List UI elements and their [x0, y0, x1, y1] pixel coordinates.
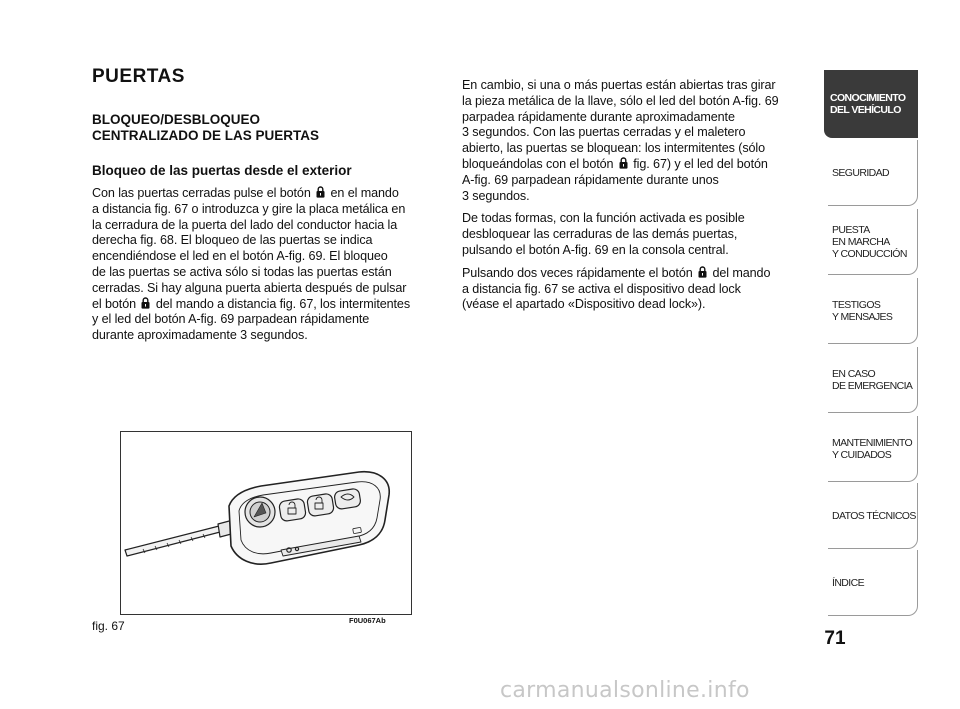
right-paragraph-2: De todas formas, con la función activada es posible desbloquear las cerraduras de las demás puertas, pulsando el botón A-fig. 69 en la consola central. [462, 211, 745, 257]
left-paragraph: Con las puertas cerradas pulse el botón en el mando a distancia fig. 67 o introduzca y gire la placa metálica en la cerradura de la puerta del lado del conductor hacia la derecha fig. 68. El bloqueo de las puertas se indica encendiéndose el led en el botón A-fig. 69. El bloqueo de las puertas se activa sólo si todas las puertas están cerradas. Si hay alguna puerta abierta después de pulsar el botón del mando a distancia fig. 67, los intermitentes y el led del botón A-fig. 69 parpadean rápidamente durante aproximadamente 3 segundos. [92, 186, 411, 343]
figure-code: F0U067Ab [349, 616, 386, 625]
watermark: carmanualsonline.info [500, 678, 750, 703]
sidebar-item-emergencia[interactable]: EN CASO DE EMERGENCIA [828, 347, 918, 413]
lock-icon [141, 297, 150, 309]
lock-icon [316, 186, 325, 198]
sidebar-item-indice[interactable]: ÍNDICE [828, 550, 918, 616]
figure-caption: fig. 67 [92, 619, 125, 633]
page-number: 71 [824, 628, 846, 649]
right-column [462, 78, 818, 320]
sidebar-item-testigos[interactable]: TESTIGOS Y MENSAJES [828, 278, 918, 344]
key-fob-figure [120, 431, 412, 615]
lock-icon [698, 266, 707, 278]
sidebar-item-seguridad[interactable]: SEGURIDAD [828, 140, 918, 206]
right-paragraph-1: En cambio, si una o más puertas están abiertas tras girar la pieza metálica de la llave, sólo el led del botón A-fig. 69 parpadea rápidamente durante aproximadamente 3 segundos. Con las puertas cerradas y el maletero abierto, las puertas se bloquean: los intermitentes (sólo bloqueándolas con el botón fig. 67) y el led del botón A-fig. 69 parpadean rápidamente durante unos 3 segundos. [462, 78, 779, 203]
sidebar-item-mantenimiento[interactable]: MANTENIMIENTO Y CUIDADOS [828, 416, 918, 482]
sidebar-item-datos-tecnicos[interactable]: DATOS TÉCNICOS [828, 483, 918, 549]
subsection-heading: BLOQUEO/DESBLOQUEO CENTRALIZADO DE LAS PUERTAS [92, 112, 320, 143]
section-heading: PUERTAS [92, 66, 185, 87]
lock-icon [619, 157, 628, 169]
left-column [92, 186, 442, 344]
sidebar-item-puesta-en-marcha[interactable]: PUESTA EN MARCHA Y CONDUCCIÓN [828, 209, 918, 275]
key-fob-illustration [121, 432, 411, 614]
sidebar-item-conocimiento-vehiculo[interactable]: CONOCIMIENTO DEL VEHÍCULO [824, 70, 918, 138]
right-paragraph-3: Pulsando dos veces rápidamente el botón del mando a distancia fig. 67 se activa el dispositivo dead lock (véase el apartado «Dispositivo dead lock»). [462, 265, 771, 312]
topic-heading: Bloqueo de las puertas desde el exterior [92, 163, 352, 178]
